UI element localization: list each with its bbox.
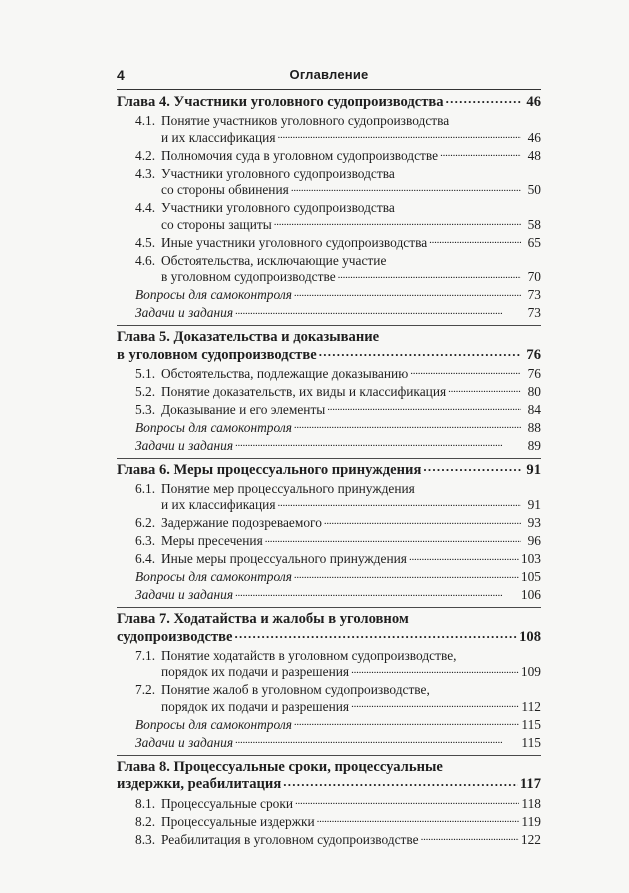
entry-text: Вопросы для самоконтроля: [135, 287, 292, 303]
chapter-title-text: судопроизводстве: [117, 628, 233, 645]
dot-leader: [234, 629, 517, 641]
entry-text: Иные меры процессуального принуждения: [161, 551, 407, 567]
dot-leader: [327, 402, 521, 414]
chapter-title-text: Глава 8. Процессуальные сроки, процессуальные: [117, 758, 443, 775]
section-number: 5.1.: [135, 366, 156, 382]
entry-page-number: 76: [527, 366, 541, 382]
entry-text: Понятие доказательств, их виды и классификация: [161, 384, 447, 400]
chapter-block: [117, 759, 541, 852]
entry-text: Понятие жалоб в уголовном судопроизводстве,: [161, 682, 430, 698]
entry-text: Понятие мер процессуального принуждения: [161, 480, 415, 496]
chapter-block: [117, 611, 541, 756]
page-header: [117, 67, 541, 90]
toc-section: [117, 253, 541, 286]
section-number: 7.2.: [135, 682, 156, 698]
dot-leader: [338, 269, 521, 281]
entry-text: Обстоятельства, исключающие участие: [161, 252, 387, 268]
toc-line: [117, 182, 541, 199]
toc-line: [117, 420, 541, 437]
chapter-page-number: 108: [519, 628, 541, 645]
entry-text: Понятие ходатайств в уголовном судопроизводстве,: [161, 647, 457, 663]
entry-text: Задачи и задания: [135, 437, 234, 453]
chapter-title-text: в уголовном судопроизводстве: [117, 346, 317, 363]
section-number: 8.2.: [135, 813, 156, 829]
entry-text: Вопросы для самоконтроля: [135, 717, 292, 732]
entry-page-number: 48: [527, 147, 541, 163]
chapter-block: [117, 94, 541, 326]
toc-line: [117, 699, 541, 716]
chapter-title-line: [117, 94, 541, 112]
toc-item: [117, 569, 541, 586]
section-number: 6.3.: [135, 533, 156, 549]
chapter-block: [117, 462, 541, 608]
entry-text: Понятие участников уголовного судопроизводства: [161, 113, 450, 129]
section-number: 6.4.: [135, 551, 156, 567]
toc-line: [117, 166, 541, 183]
entry-text: в уголовном судопроизводстве: [161, 269, 336, 285]
chapter-page-number: 76: [526, 346, 541, 363]
toc-line: [117, 832, 541, 849]
toc-line: [117, 814, 541, 831]
entry-text: Участники уголовного судопроизводства: [161, 200, 395, 216]
chapter-page-number: 117: [519, 776, 541, 793]
chapter-title-line: [117, 611, 541, 629]
entry-text: Вопросы для самоконтроля: [135, 419, 292, 435]
section-number: 4.5.: [135, 234, 156, 250]
entry-text: порядок их подачи и разрешения: [161, 699, 350, 715]
dot-leader: [294, 717, 519, 729]
entry-page-number: 109: [520, 664, 541, 680]
table-of-contents: [117, 93, 541, 854]
toc-section: [117, 551, 541, 568]
entry-text: Обстоятельства, подлежащие доказыванию: [161, 366, 409, 382]
toc-line: [117, 384, 541, 401]
chapter-title-text: Глава 6. Меры процессуального принуждения: [117, 461, 422, 478]
entry-page-number: 50: [527, 182, 541, 198]
entry-text: Задачи и задания: [135, 305, 234, 321]
entry-text: Участники уголовного судопроизводства: [161, 165, 395, 181]
section-number: 6.1.: [135, 480, 156, 496]
dot-leader: [317, 814, 520, 826]
entry-page-number: 80: [527, 384, 541, 400]
toc-item: [117, 420, 541, 437]
entry-text: Вопросы для самоконтроля: [135, 569, 292, 585]
toc-line: [117, 130, 541, 147]
toc-line: [117, 148, 541, 165]
dot-leader: [409, 551, 519, 563]
toc-line: [117, 269, 541, 286]
entry-page-number: 112: [521, 699, 541, 715]
toc-line: [117, 287, 541, 304]
entry-page-number: 89: [527, 437, 541, 453]
chapter-title: [117, 611, 541, 647]
entry-text: Полномочия суда в уголовном судопроизводстве: [161, 147, 439, 163]
section-number: 5.3.: [135, 402, 156, 417]
entry-page-number: 58: [527, 216, 541, 232]
dot-leader: [446, 94, 521, 106]
toc-section: [117, 166, 541, 199]
toc-section: [117, 481, 541, 514]
toc-line: [117, 402, 541, 419]
dot-leader: [421, 832, 519, 844]
entry-page-number: 84: [527, 402, 541, 417]
dot-leader: [235, 735, 519, 747]
dot-leader: [440, 148, 521, 160]
section-number: 4.2.: [135, 147, 156, 163]
entry-page-number: 103: [520, 551, 541, 567]
entry-page-number: 96: [527, 533, 541, 549]
toc-line: [117, 113, 541, 130]
section-number: 6.2.: [135, 515, 156, 531]
toc-section: [117, 533, 541, 550]
toc-line: [117, 253, 541, 270]
section-number: 8.1.: [135, 795, 156, 811]
toc-item: [117, 287, 541, 304]
toc-section: [117, 832, 541, 849]
toc-line: [117, 551, 541, 568]
dot-leader: [235, 305, 521, 317]
toc-line: [117, 735, 541, 752]
entry-text: Процессуальные сроки: [161, 795, 294, 811]
toc-line: [117, 305, 541, 322]
section-number: 4.3.: [135, 165, 156, 181]
toc-line: [117, 717, 541, 734]
dot-leader: [294, 420, 521, 432]
toc-section: [117, 796, 541, 813]
toc-line: [117, 366, 541, 383]
toc-line: [117, 200, 541, 217]
chapter-title-line: [117, 329, 541, 347]
toc-line: [117, 438, 541, 455]
dot-leader: [278, 497, 522, 509]
entry-page-number: 118: [521, 795, 541, 811]
entry-text: Процессуальные издержки: [161, 813, 315, 829]
section-number: 5.2.: [135, 384, 156, 400]
chapter-title: [117, 329, 541, 365]
dot-leader: [351, 699, 519, 711]
toc-item: [117, 735, 541, 752]
running-title: Оглавление: [289, 67, 369, 82]
section-number: 7.1.: [135, 647, 156, 663]
dot-leader: [319, 347, 521, 359]
dot-leader: [235, 587, 519, 599]
toc-item: [117, 587, 541, 604]
toc-section: [117, 384, 541, 401]
entry-text: Доказывание и его элементы: [161, 402, 326, 417]
entry-text: Реабилитация в уголовном судопроизводстве: [161, 831, 419, 847]
chapter-title: [117, 94, 541, 112]
entry-page-number: 106: [520, 587, 541, 603]
section-number: 4.4.: [135, 200, 156, 216]
toc-line: [117, 796, 541, 813]
dot-leader: [410, 366, 521, 378]
toc-line: [117, 682, 541, 699]
dot-leader: [283, 776, 518, 788]
dot-leader: [274, 217, 521, 229]
section-number: 4.1.: [135, 113, 156, 129]
page-number: 4: [117, 67, 125, 83]
chapter-title-line: [117, 629, 541, 647]
dot-leader: [291, 182, 521, 194]
dot-leader: [429, 235, 521, 247]
entry-page-number: 115: [521, 717, 541, 732]
dot-leader: [278, 130, 522, 142]
toc-section: [117, 515, 541, 532]
chapter-block: [117, 329, 541, 459]
entry-text: со стороны защиты: [161, 216, 272, 232]
dot-leader: [294, 287, 521, 299]
toc-section: [117, 148, 541, 165]
chapter-title: [117, 759, 541, 795]
toc-line: [117, 569, 541, 586]
entry-page-number: 65: [527, 234, 541, 250]
toc-line: [117, 664, 541, 681]
dot-leader: [265, 533, 521, 545]
dot-leader: [448, 384, 521, 396]
section-number: 8.3.: [135, 831, 156, 847]
dot-leader: [295, 796, 519, 808]
chapter-title-line: [117, 462, 541, 480]
entry-page-number: 93: [527, 515, 541, 531]
toc-line: [117, 648, 541, 665]
dot-leader: [294, 569, 519, 581]
section-number: 4.6.: [135, 252, 156, 268]
toc-section: [117, 682, 541, 715]
dot-leader: [235, 438, 521, 450]
toc-section: [117, 366, 541, 383]
entry-page-number: 88: [527, 419, 541, 435]
toc-item: [117, 305, 541, 322]
entry-text: порядок их подачи и разрешения: [161, 664, 350, 680]
entry-text: Задачи и задания: [135, 734, 234, 750]
chapter-title-line: [117, 759, 541, 777]
entry-page-number: 46: [527, 129, 541, 145]
toc-line: [117, 515, 541, 532]
dot-leader: [351, 664, 519, 676]
entry-page-number: 73: [527, 305, 541, 321]
chapter-title-text: Глава 5. Доказательства и доказывание: [117, 329, 380, 346]
toc-item: [117, 717, 541, 734]
toc-section: [117, 648, 541, 681]
entry-page-number: 73: [527, 287, 541, 303]
entry-text: Меры пресечения: [161, 533, 263, 549]
dot-leader: [423, 462, 521, 474]
entry-text: и их классификация: [161, 129, 276, 145]
entry-text: и их классификация: [161, 497, 276, 513]
toc-section: [117, 200, 541, 233]
entry-page-number: 70: [527, 269, 541, 285]
toc-section: [117, 113, 541, 146]
entry-text: Задержание подозреваемого: [161, 515, 322, 531]
entry-text: Иные участники уголовного судопроизводства: [161, 234, 428, 250]
chapter-title-text: Глава 4. Участники уголовного судопроизводства: [117, 94, 444, 110]
chapter-title-text: издержки, реабилитация: [117, 776, 282, 793]
entry-page-number: 115: [521, 734, 541, 750]
entry-page-number: 105: [520, 569, 541, 585]
entry-page-number: 91: [527, 497, 541, 513]
toc-section: [117, 814, 541, 831]
toc-line: [117, 497, 541, 514]
dot-leader: [324, 515, 521, 527]
chapter-title-line: [117, 776, 541, 794]
entry-page-number: 122: [520, 831, 541, 847]
toc-item: [117, 438, 541, 455]
entry-text: со стороны обвинения: [161, 182, 289, 198]
toc-line: [117, 217, 541, 234]
chapter-title-line: [117, 347, 541, 365]
entry-page-number: 119: [521, 813, 541, 829]
toc-section: [117, 235, 541, 252]
toc-line: [117, 235, 541, 252]
chapter-title-text: Глава 7. Ходатайства и жалобы в уголовном: [117, 610, 409, 627]
toc-line: [117, 533, 541, 550]
chapter-page-number: 46: [526, 94, 541, 110]
entry-text: Задачи и задания: [135, 587, 234, 603]
toc-section: [117, 402, 541, 419]
chapter-title: [117, 462, 541, 480]
toc-line: [117, 481, 541, 498]
chapter-page-number: 91: [526, 461, 541, 478]
toc-line: [117, 587, 541, 604]
